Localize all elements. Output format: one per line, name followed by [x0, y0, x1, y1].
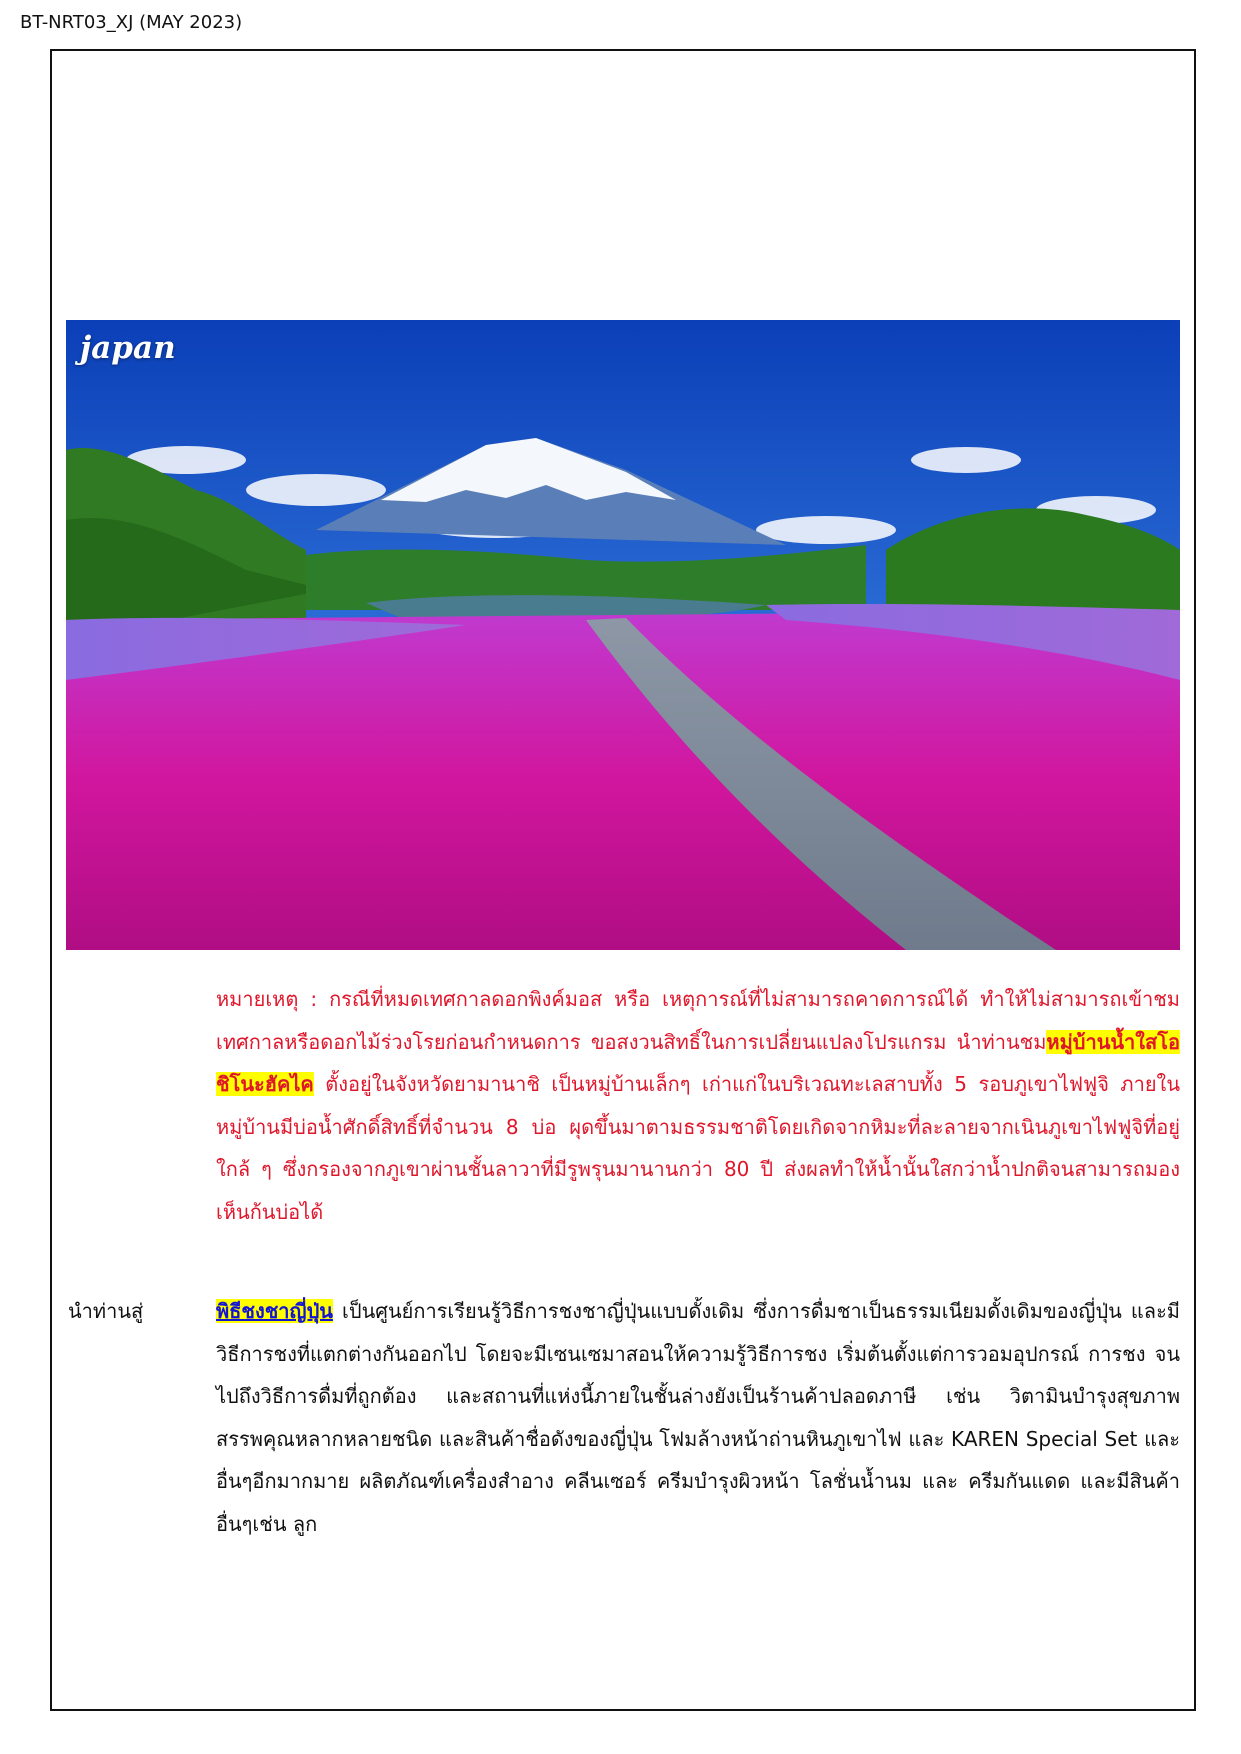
landscape-image	[66, 320, 1180, 950]
highlight-tea-ceremony: พิธีชงชาญี่ปุ่น	[216, 1299, 333, 1323]
note-text-2: ตั้งอยู่ในจังหวัดยามานาชิ เป็นหมู่บ้านเล็กๆ เก่าแก่ในบริเวณทะเลสาบทั้ง 5 รอบภูเขาไฟฟูจิ ภายในหมู่บ้านมีบ่อน้ำศักดิ์สิทธิ์ที่จำนวน 8 บ่อ ผุดขึ้นมาตามธรรมชาติโดยเกิดจากหิมะที่ละลายจากเนินภูเขาไฟฟูจิที่อยู่ใกล้ ๆ ซึ่งกรองจากภูเขาผ่านชั้นลาวาที่มีรูพรุนมานานกว่า 80 ปี ส่งผลทำให้น้ำนั้นใสกว่าน้ำปกติจนสามารถมองเห็นก้นบ่อได้	[216, 1072, 1180, 1224]
tea-ceremony-paragraph	[216, 1290, 1180, 1545]
japan-brand-text: japan	[80, 330, 176, 366]
itinerary-label: นำท่านสู่	[68, 1299, 144, 1323]
document-code: BT-NRT03_XJ (MAY 2023)	[20, 12, 243, 33]
highlight-oshino-hakkai: หมู่บ้านน้ำใสโอชิโนะฮัคไค	[216, 1029, 1180, 1096]
note-paragraph	[216, 978, 1180, 1233]
note-text-1: หมายเหตุ : กรณีที่หมดเทศกาลดอกพิงค์มอส หรือ เหตุการณ์ที่ไม่สามารถคาดการณ์ได้ ทำให้ไม่สามารถเข้าชมเทศกาลหรือดอกไม้ร่วงโรยก่อนกำหนดการ ขอสงวนสิทธิ์ในการเปลี่ยนแปลงโปรแกรม นำท่านชม	[216, 987, 1180, 1054]
tea-ceremony-text: เป็นศูนย์การเรียนรู้วิธีการชงชาญี่ปุ่นแบบดั้งเดิม ซึ่งการดื่มชาเป็นธรรมเนียมดั้งเดิมของญี่ปุ่น และมีวิธีการชงที่แตกต่างกันออกไป โดยจะมีเซนเซมาสอนให้ความรู้วิธีการชง เริ่มต้นตั้งแต่การวอมอุปกรณ์ การชง จนไปถึงวิธีการดื่มที่ถูกต้อง และสถานที่แห่งนี้ภายในชั้นล่างยังเป็นร้านค้าปลอดภาษี เช่น วิตามินบำรุงสุขภาพ สรรพคุณหลากหลายชนิด และสินค้าชื่อดังของญี่ปุ่น โฟมล้างหน้าถ่านหินภูเขาไฟ และ KAREN Special Set และอื่นๆอีกมากมาย ผลิตภัณฑ์เครื่องสำอาง คลีนเซอร์ ครีมบำรุงผิวหน้า โลชั่นน้ำนม และ ครีมกันแดด และมีสินค้าอื่นๆเช่น ลูก	[216, 1299, 1180, 1536]
mount-fuji-photo	[66, 320, 1180, 950]
